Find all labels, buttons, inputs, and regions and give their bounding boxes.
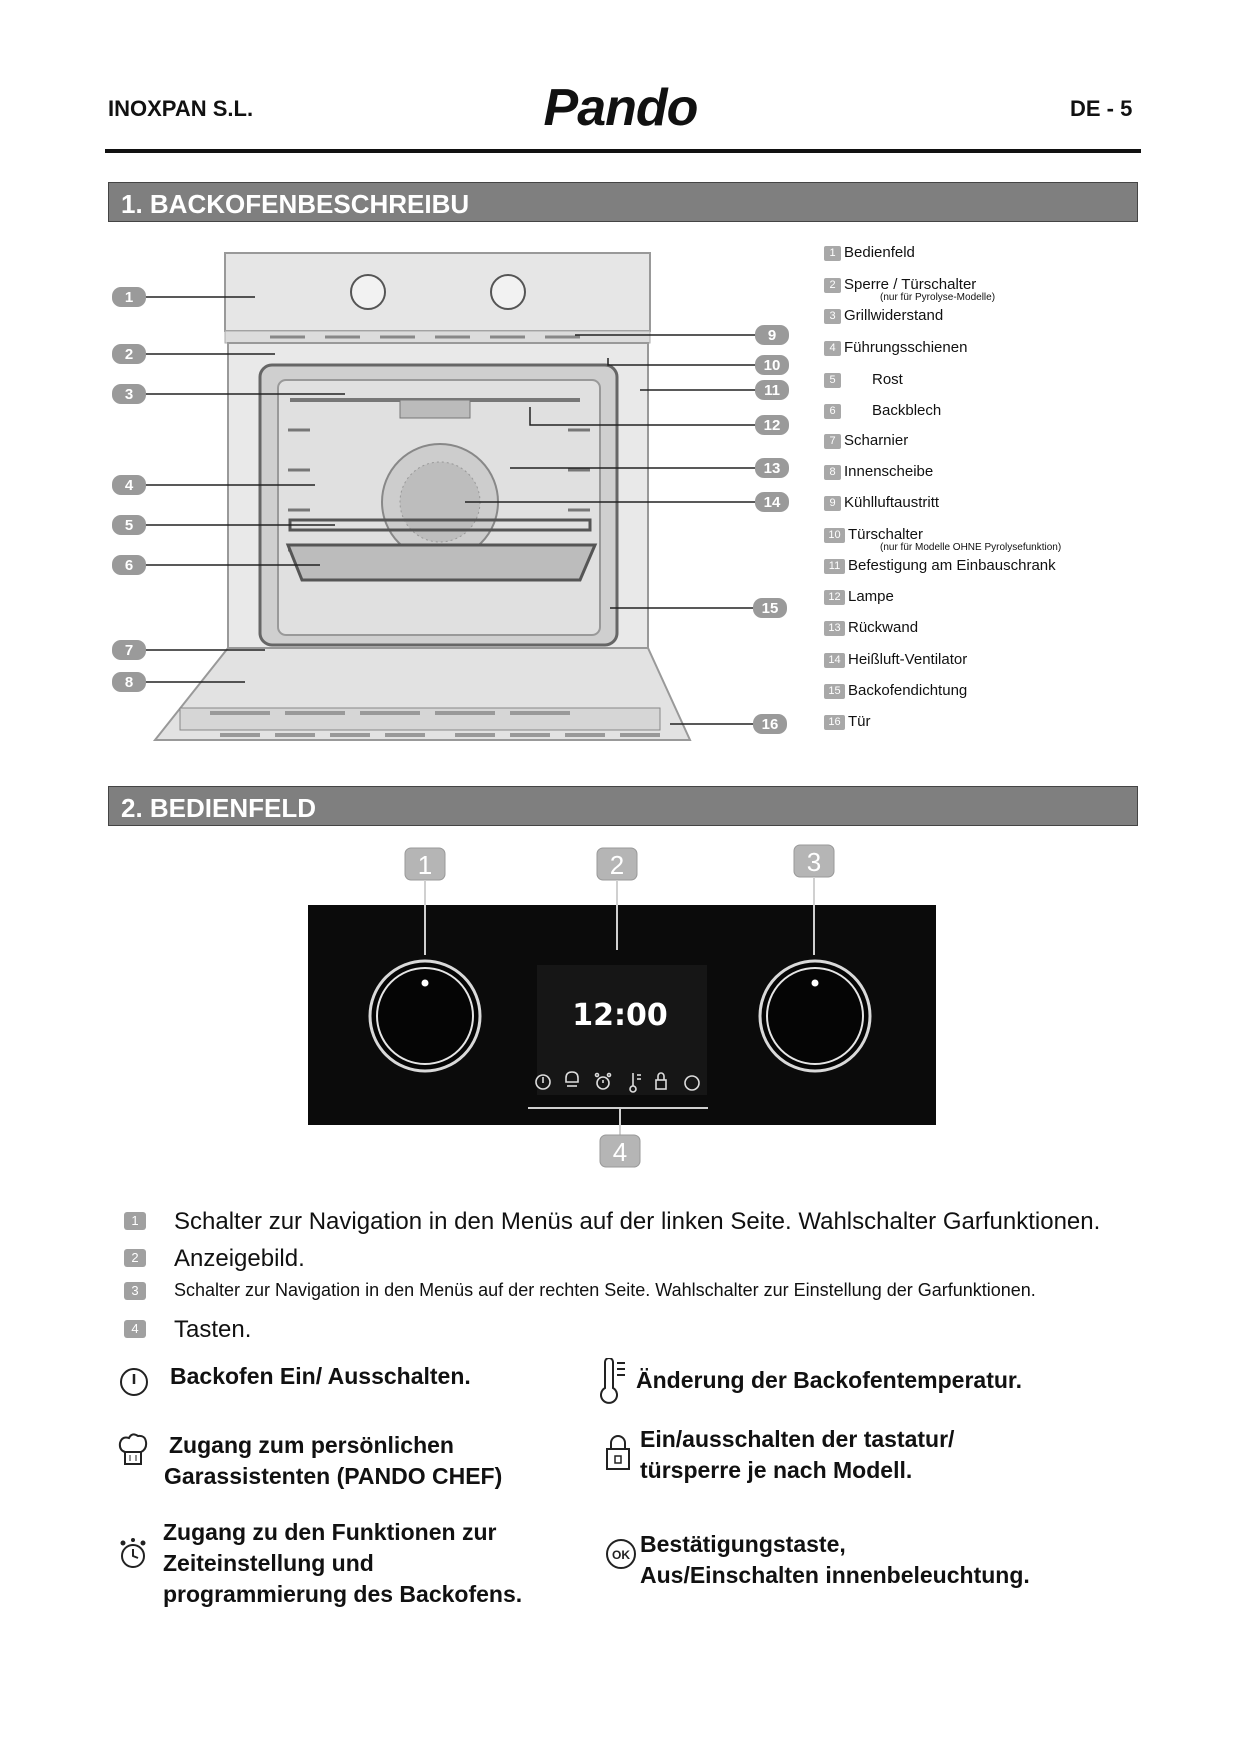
key-ok-text: Bestätigungstaste, Aus/Einschalten innenbeleuchtung. — [640, 1531, 1030, 1588]
diagram-callout-1: 1 — [124, 289, 134, 306]
chef-hat-icon — [117, 1430, 149, 1470]
diagram-callout-3: 3 — [124, 386, 134, 403]
diagram-callout-5: 5 — [124, 517, 134, 534]
legend-item: 15 Backofendichtung — [824, 682, 967, 699]
legend-item: 12 Lampe — [824, 588, 894, 605]
panel-callout-1: 1 — [417, 850, 433, 880]
legend-item: 3 Grillwiderstand — [824, 307, 943, 324]
legend-item: 8 Innenscheibe — [824, 463, 933, 480]
legend-item: 10 Türschalter (nur für Modelle OHNE Pyrolysefunktion) — [824, 526, 923, 543]
diagram-callout-9: 9 — [767, 327, 777, 344]
display-time: 12:00 — [572, 998, 668, 1033]
company-name: INOXPAN S.L. — [108, 96, 254, 121]
legend-item: 6 Backblech — [824, 402, 941, 419]
timer-icon — [116, 1536, 150, 1572]
diagram-callout-8: 8 — [124, 674, 134, 691]
legend-item: 9 Kühlluftaustritt — [824, 494, 939, 511]
diagram-callout-14: 14 — [763, 494, 781, 511]
diagram-callout-10: 10 — [763, 357, 781, 374]
ok-icon — [604, 1537, 638, 1571]
section-title-oven-description: 1. BACKOFENBESCHREIBU — [108, 182, 1138, 222]
key-chef-text: Zugang zum persönlichen Garassistenten (PANDO CHEF) — [164, 1432, 503, 1489]
right-knob — [491, 275, 525, 309]
section-title-control-panel: 2. BEDIENFELD — [108, 786, 1138, 826]
legend-item: 4 Führungsschienen — [824, 339, 967, 356]
diagram-callout-4: 4 — [124, 477, 134, 494]
legend-item: 1 Bedienfeld — [824, 244, 915, 261]
baking-tray — [288, 545, 595, 580]
panel-callout-3: 3 — [806, 847, 822, 877]
legend-item: 5 Rost — [824, 371, 903, 388]
control-panel-diagram — [300, 840, 950, 1180]
oven-control-panel — [225, 253, 650, 331]
panel-callout-4: 4 — [612, 1137, 628, 1167]
key-timer-text: Zugang zu den Funktionen zur Zeiteinstellung und programmierung des Backofens. — [163, 1519, 523, 1607]
power-icon — [118, 1366, 150, 1398]
lock-icon — [604, 1432, 632, 1472]
legend-item: 16 Tür — [824, 713, 871, 730]
diagram-callout-6: 6 — [124, 557, 134, 574]
legend-item: 2 Sperre / Türschalter (nur für Pyrolyse-Modelle) — [824, 276, 976, 293]
thermometer-icon — [597, 1358, 629, 1404]
legend-item: 14 Heißluft-Ventilator — [824, 651, 967, 668]
key-power-text: Backofen Ein/ Ausschalten. — [170, 1363, 471, 1389]
diagram-callout-13: 13 — [763, 460, 781, 477]
legend-item: 11 Befestigung am Einbauschrank — [824, 557, 1056, 574]
diagram-callout-15: 15 — [761, 600, 779, 617]
key-temperature-text: Änderung der Backofentemperatur. — [636, 1367, 1022, 1393]
header-rule — [105, 149, 1141, 153]
oven-diagram — [110, 240, 810, 760]
right-selector-knob — [760, 961, 870, 1071]
panel-callout-2: 2 — [609, 850, 625, 880]
diagram-callout-11: 11 — [764, 382, 780, 399]
left-selector-knob — [370, 961, 480, 1071]
brand-logo: Pando — [543, 79, 698, 137]
page-number: DE - 5 — [1070, 96, 1133, 121]
key-lock-text: Ein/ausschalten der tastatur/ türsperre je nach Modell. — [640, 1426, 955, 1483]
diagram-callout-7: 7 — [124, 642, 134, 659]
legend-item: 7 Scharnier — [824, 432, 908, 449]
diagram-callout-12: 12 — [763, 417, 781, 434]
ok-icon-label: OK — [612, 1548, 630, 1562]
diagram-callout-16: 16 — [761, 716, 779, 733]
diagram-callout-2: 2 — [124, 346, 134, 363]
legend-item: 13 Rückwand — [824, 619, 918, 636]
left-knob — [351, 275, 385, 309]
